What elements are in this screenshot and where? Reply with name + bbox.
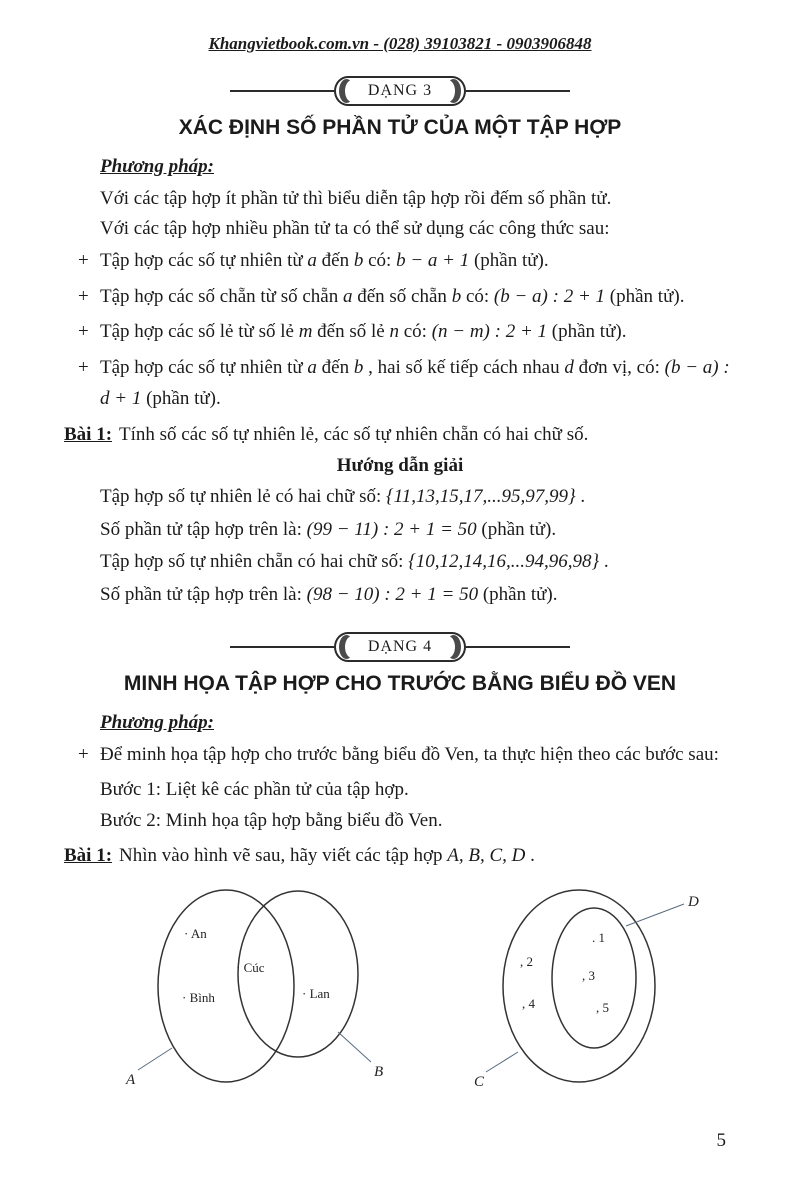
scroll-cap-right-icon: [446, 635, 461, 659]
point-an: · An: [184, 925, 207, 941]
solution-line-3: Tập hợp số tự nhiên chẵn có hai chữ số: {10,12,14,16,...94,96,98} .: [100, 551, 609, 573]
point-5: , 5: [596, 999, 609, 1015]
section4-method-label: Phương pháp:: [100, 711, 214, 733]
banner-rule-left: [230, 646, 334, 648]
scroll-cap-right-icon: [446, 79, 461, 103]
formula-bullet-3: + Tập hợp các số lẻ từ số lẻ m đến số lẻ n có: (n − m) : 2 + 1 (phần tử).: [78, 321, 627, 343]
page-header: [64, 34, 736, 54]
point-cuc: · Cúc: [236, 959, 265, 975]
banner-rule-right: [466, 646, 570, 648]
point-1: . 1: [592, 929, 605, 945]
section4: [64, 632, 736, 1096]
section3-intro-line-1: Với các tập hợp ít phần tử thì biểu diễn tập hợp rồi đếm số phần tử.: [100, 188, 612, 209]
set-c-pointer-line: [486, 1052, 518, 1072]
set-b-pointer-line: [338, 1032, 371, 1062]
formula-bullet-2: + Tập hợp các số chẵn từ số chẵn a đến số chẵn b có: (b − a) : 2 + 1 (phần tử).: [78, 285, 685, 307]
point-binh: · Bình: [182, 989, 215, 1005]
section3-intro-line-2: Với các tập hợp nhiều phần tử ta có thể sử dụng các công thức sau:: [100, 218, 610, 240]
point-3: , 3: [582, 967, 595, 983]
solution-line-2: Số phần tử tập hợp trên là: (99 − 11) : 2 + 1 = 50 (phần tử).: [100, 518, 557, 540]
dang4-banner: [230, 632, 570, 662]
exercise-text: Nhìn vào hình vẽ sau, hãy viết các tập hợp A, B, C, D .: [119, 845, 535, 867]
header-text: Khangvietbook.com.vn - (028) 39103821 - 0903906848: [208, 34, 592, 53]
banner-rule-right: [466, 90, 570, 92]
section4-title: MINH HỌA TẬP HỢP CHO TRƯỚC BẰNG BIỂU ĐỒ VEN: [123, 671, 677, 695]
section3-title: XÁC ĐỊNH SỐ PHẦN TỬ CỦA MỘT TẬP HỢP: [178, 116, 622, 139]
banner-scroll: [334, 76, 466, 106]
section4-exercise-1: [64, 841, 736, 871]
solution-line-4: Số phần tử tập hợp trên là: (98 − 10) : 2 + 1 = 50 (phần tử).: [100, 584, 558, 606]
set-d-label: D: [688, 893, 699, 910]
exercise-label: Bài 1:: [64, 423, 113, 445]
scroll-cap-left-icon: [339, 635, 354, 659]
banner-rule-left: [230, 90, 334, 92]
exercise-label: Bài 1:: [64, 845, 113, 867]
solution-guide-title: Hướng dẫn giải: [336, 455, 464, 476]
point-lan: · Lan: [302, 985, 330, 1001]
venn-diagram-cd: [474, 878, 724, 1096]
set-a-pointer-line: [138, 1048, 172, 1070]
set-a-ellipse: [158, 890, 294, 1082]
section3-method-label: Phương pháp:: [100, 156, 214, 177]
set-b-label: B: [374, 1063, 384, 1080]
point-2: , 2: [520, 953, 533, 969]
dang3-banner: [230, 76, 570, 106]
set-c-label: C: [474, 1073, 485, 1090]
set-d-pointer-line: [626, 904, 684, 926]
section3-exercise-1: [64, 420, 736, 450]
section4-bullet: + Để minh họa tập hợp cho trước bằng biểu đồ Ven, ta thực hiện theo các bước sau:: [78, 743, 719, 765]
venn-diagrams: [64, 878, 736, 1096]
solution-line-1: Tập hợp số tự nhiên lẻ có hai chữ số: {11,13,15,17,...95,97,99} .: [100, 486, 586, 507]
point-4: , 4: [522, 995, 535, 1011]
page-number: 5: [716, 1130, 726, 1151]
section4-step-1: Bước 1: Liệt kê các phần tử của tập hợp.: [100, 779, 409, 801]
set-a-label: A: [126, 1071, 136, 1088]
section4-step-2: Bước 2: Minh họa tập hợp bằng biểu đồ Ven.: [100, 809, 443, 831]
formula-bullet-1: + Tập hợp các số tự nhiên từ a đến b có: b − a + 1 (phần tử).: [78, 249, 549, 271]
venn-diagram-ab: [124, 878, 424, 1096]
scroll-cap-left-icon: [339, 79, 354, 103]
banner-scroll: [334, 632, 466, 662]
exercise-text: Tính số các số tự nhiên lẻ, các số tự nhiên chẵn có hai chữ số.: [119, 423, 589, 445]
dang4-banner-label: DẠNG 4: [367, 637, 433, 655]
dang3-banner-label: DẠNG 3: [367, 82, 433, 99]
set-c-ellipse: [503, 890, 655, 1082]
formula-bullet-4: + Tập hợp các số tự nhiên từ a đến b , hai số kế tiếp cách nhau d đơn vị, có: (b − a) : d + 1 (phần tử).: [78, 357, 730, 409]
